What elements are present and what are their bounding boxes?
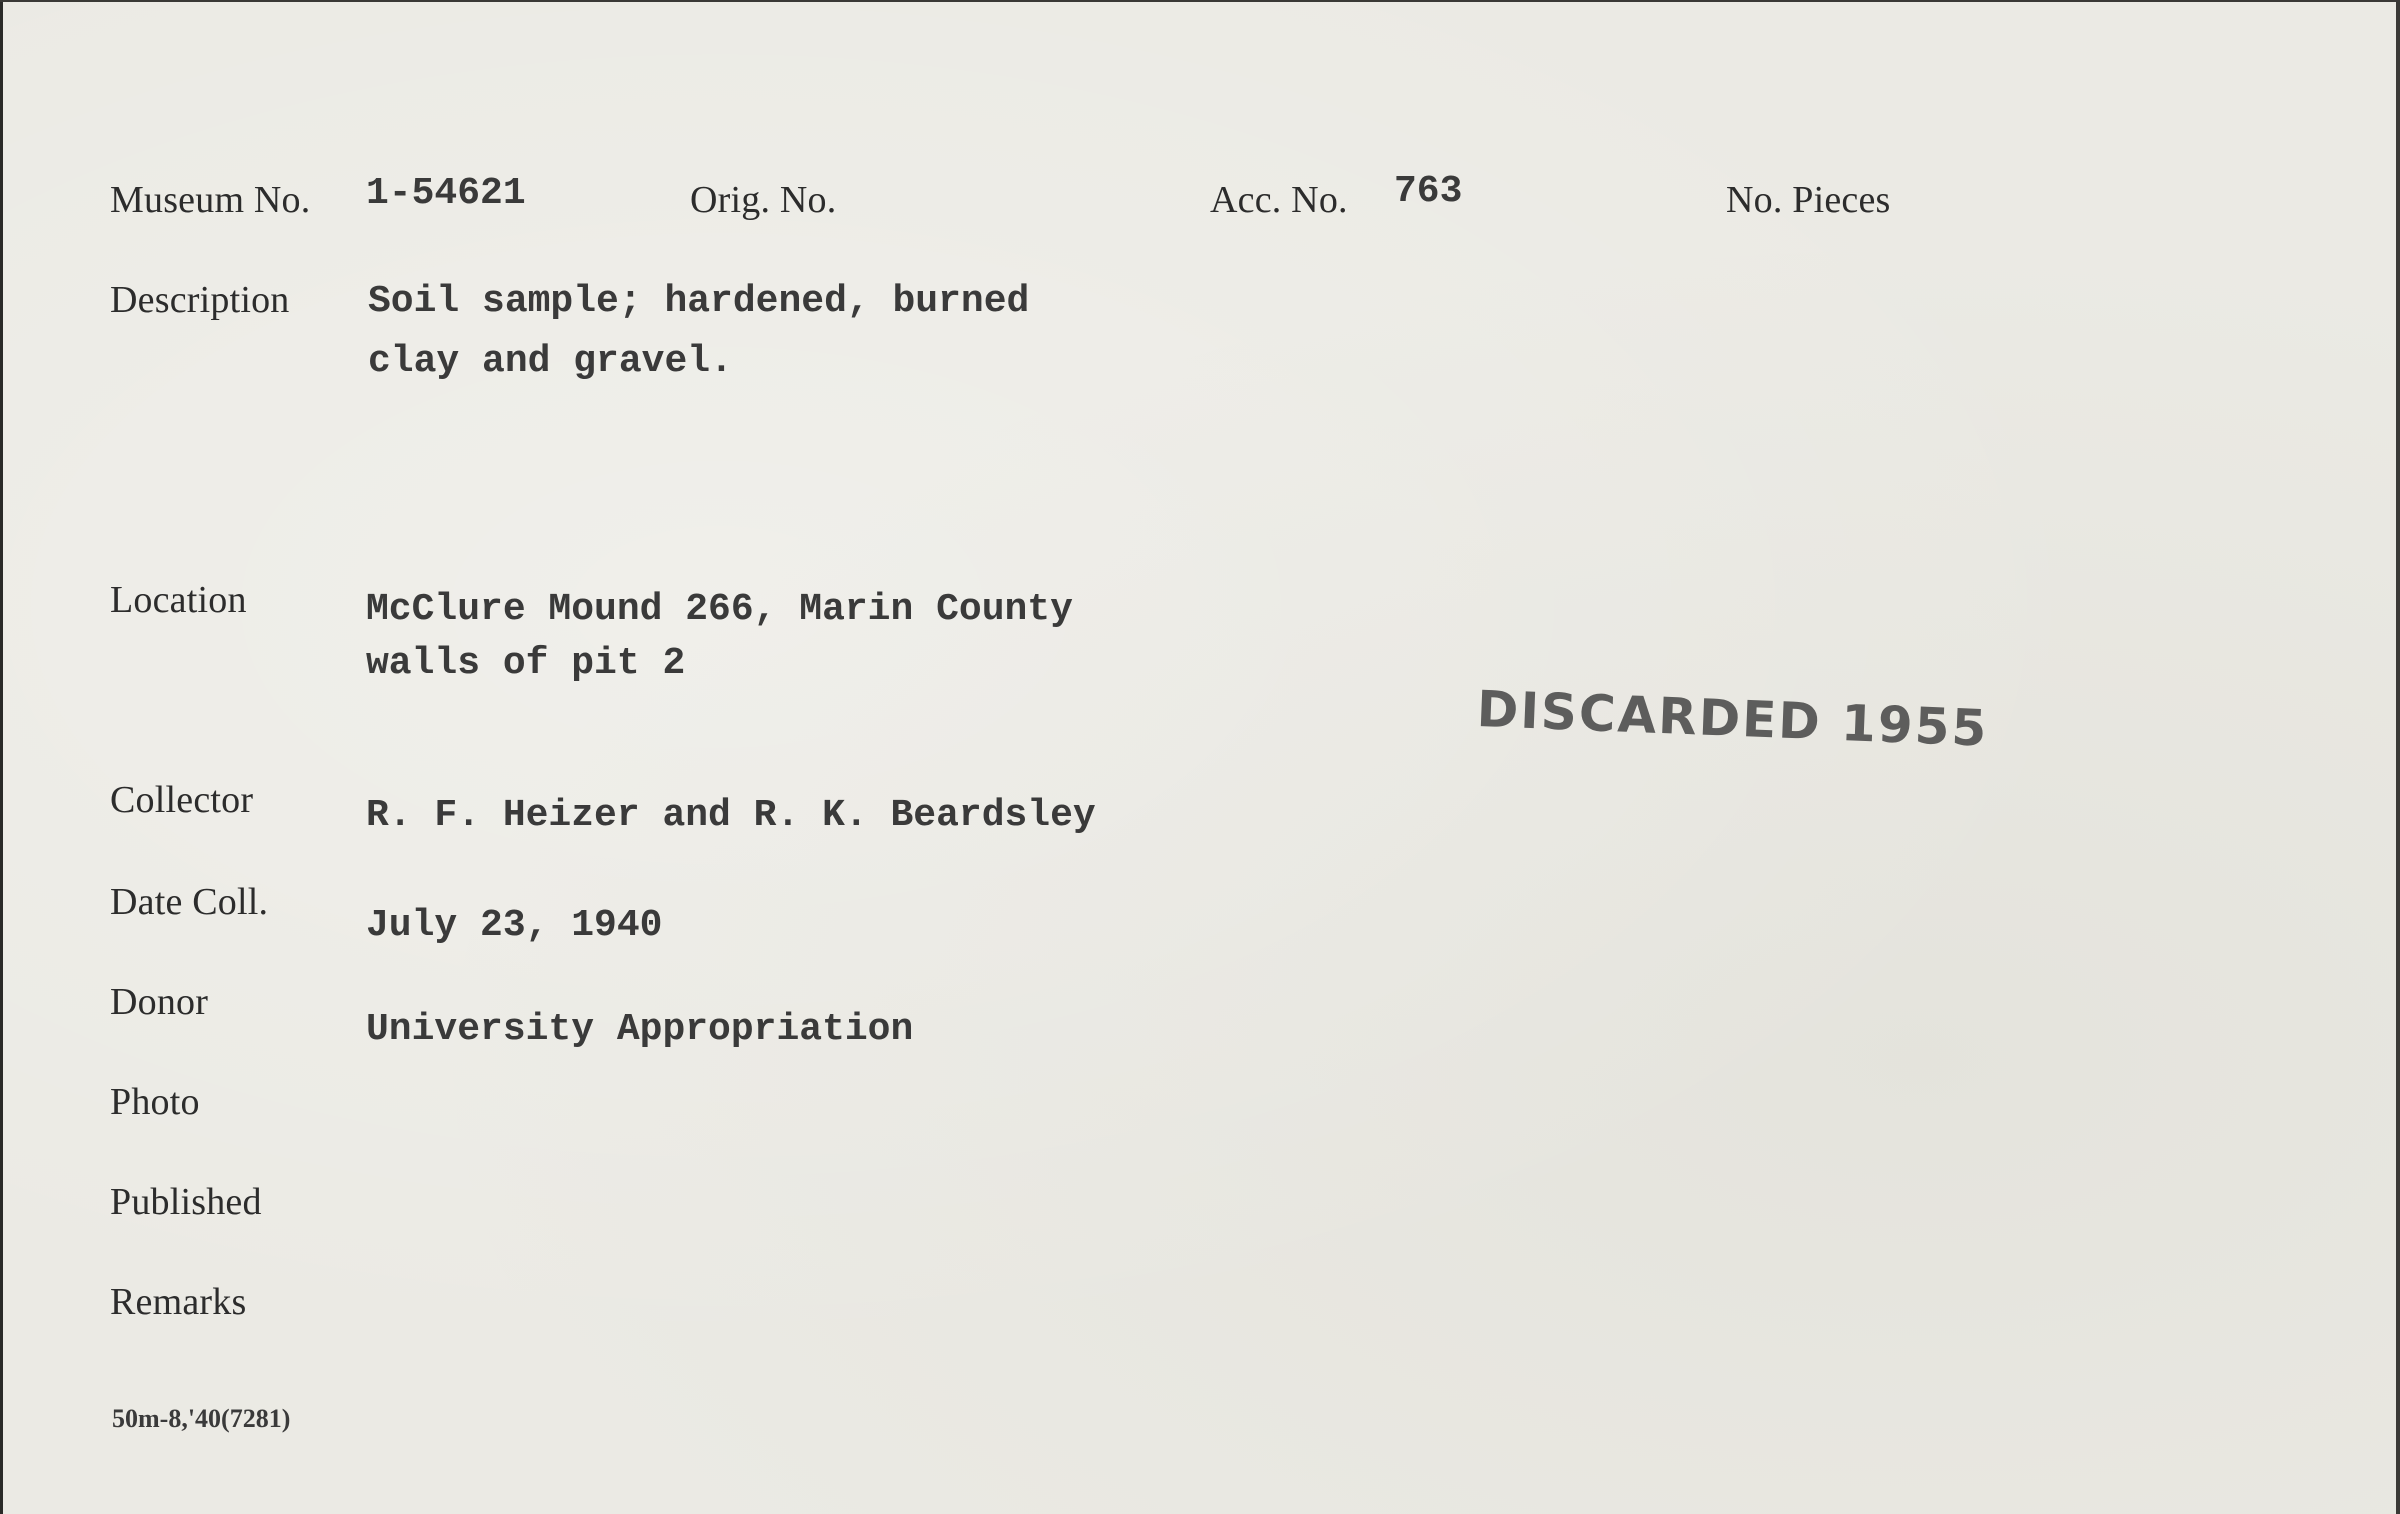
acc-no-value: 763: [1394, 170, 1463, 213]
no-pieces-label: No. Pieces: [1726, 179, 1891, 221]
donor-value: University Appropriation: [366, 1008, 914, 1051]
orig-no-label: Orig. No.: [690, 179, 837, 221]
card-edge-right: [2396, 0, 2400, 1514]
collector-value: R. F. Heizer and R. K. Beardsley: [366, 794, 1096, 837]
date-coll-label: Date Coll.: [110, 881, 269, 923]
card-edge-top: [0, 0, 2400, 2]
description-label: Description: [110, 279, 290, 321]
description-line-2: clay and gravel.: [368, 340, 733, 383]
location-line-2: walls of pit 2: [366, 642, 686, 685]
location-label: Location: [110, 579, 247, 621]
description-line-1: Soil sample; hardened, burned: [368, 280, 1030, 323]
museum-no-label: Museum No.: [110, 179, 311, 221]
card-edge-left: [0, 0, 3, 1514]
discarded-stamp: DISCARDED 1955: [1475, 680, 1990, 758]
print-code-footer: 50m-8,'40(7281): [112, 1404, 291, 1433]
remarks-label: Remarks: [110, 1281, 247, 1323]
published-label: Published: [110, 1181, 262, 1223]
acc-no-label: Acc. No.: [1210, 179, 1348, 221]
location-line-1: McClure Mound 266, Marin County: [366, 588, 1073, 631]
donor-label: Donor: [110, 981, 209, 1023]
collector-label: Collector: [110, 779, 254, 821]
date-coll-value: July 23, 1940: [366, 904, 663, 947]
photo-label: Photo: [110, 1081, 200, 1123]
museum-no-value: 1-54621: [366, 172, 526, 215]
